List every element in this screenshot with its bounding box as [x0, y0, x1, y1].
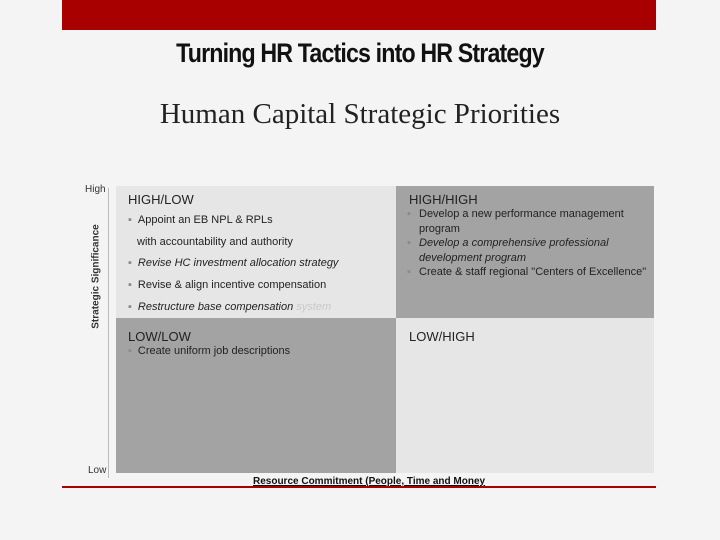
high-low-item-text: Restructure base compensation: [137, 301, 294, 313]
high-high-item-text: Create & staff regional "Centers of Excellence": [419, 266, 647, 278]
bullet-icon: ▪: [128, 301, 132, 313]
high-low-item: [128, 257, 338, 269]
high-low-item: [128, 214, 273, 226]
quadrant-high-low-heading: HIGH/LOW: [128, 192, 194, 207]
high-low-item-text: Revise HC investment allocation strategy: [137, 257, 339, 269]
high-high-item-text: Develop a new performance management program: [419, 208, 624, 235]
bullet-icon: ▪: [407, 266, 411, 278]
x-axis-title: Resource Commitment (People, Time and Money: [253, 476, 486, 487]
bullet-icon: ▪: [407, 237, 411, 249]
y-axis-line: [108, 188, 109, 478]
slide-subtitle: Human Capital Strategic Priorities: [159, 98, 561, 130]
high-low-item-text: Revise & align incentive compensation: [137, 279, 327, 291]
bullet-icon: ▪: [128, 279, 132, 291]
high-high-list: [407, 207, 652, 280]
bullet-icon: ▪: [128, 214, 132, 226]
low-low-item: [128, 345, 290, 357]
high-low-item-text: Appoint an EB NPL & RPLs: [137, 214, 273, 226]
quadrant-low-low-heading: LOW/LOW: [128, 329, 191, 344]
low-low-item-text: Create uniform job descriptions: [137, 345, 291, 357]
slide-title: Turning HR Tactics into HR Strategy: [176, 38, 544, 68]
high-low-item-faint-text: system: [296, 301, 332, 313]
quadrant-high-high-heading: HIGH/HIGH: [409, 192, 478, 207]
high-low-item-continuation: with accountability and authority: [137, 236, 293, 248]
bullet-icon: ▪: [128, 345, 132, 357]
high-low-item: [128, 301, 331, 313]
high-high-item: [407, 207, 652, 236]
y-axis-low-label: Low: [88, 465, 107, 476]
bullet-icon: ▪: [128, 257, 132, 269]
high-high-item: [407, 236, 652, 265]
y-axis-title-text: Strategic Significance: [90, 224, 102, 329]
y-axis-high-label: High: [85, 184, 106, 195]
high-high-item: [407, 265, 652, 280]
quadrant-low-high-heading: LOW/HIGH: [409, 329, 475, 344]
top-accent-bar: [62, 0, 656, 30]
high-low-item: [128, 279, 326, 291]
high-high-item-text: Develop a comprehensive professional development program: [419, 237, 609, 264]
bullet-icon: ▪: [407, 208, 411, 220]
